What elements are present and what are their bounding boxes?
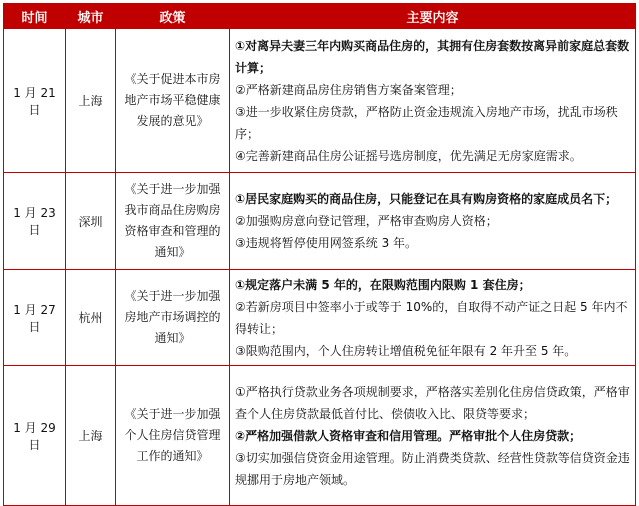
cell-date: 1 月 29 日 (4, 366, 66, 506)
content-item: ③违规将暂停使用网签系统 3 年。 (235, 236, 418, 250)
content-item: ③进一步收紧住房贷款，严格防止资金违规流入房地产市场，扰乱市场秩序； (235, 104, 618, 141)
content-item: ②严格新建商品房住房销售方案备案管理； (235, 82, 462, 97)
cell-date: 1 月 21 日 (4, 29, 66, 173)
header-content: 主要内容 (230, 4, 636, 29)
cell-content (230, 366, 636, 506)
content-item: ③切实加强信贷资金用途管理。防止消费类贷款、经营性贷款等信贷资金违规挪用于房地产领域。 (235, 450, 630, 487)
cell-city: 上海 (66, 29, 116, 173)
content-item: ①居民家庭购买的商品住房，只能登记在具有购房资格的家庭成员名下； (235, 192, 618, 206)
cell-city: 杭州 (66, 270, 116, 366)
content-item: ①严格执行贷款业务各项规制要求，严格落实差别化住房信贷政策，严格审查个人住房贷款最低首付比、偿债收入比、限贷等要求； (235, 384, 630, 421)
content-item: ②严格加强借款人资格审查和信用管理。严格审批个人住房贷款； (235, 428, 582, 443)
table-row (4, 29, 636, 173)
cell-city: 深圳 (66, 173, 116, 270)
table-row (4, 270, 636, 366)
cell-content (230, 29, 636, 173)
cell-date: 1 月 27 日 (4, 270, 66, 366)
content-item: ③限购范围内，个人住房转让增值税免征年限有 2 年升至 5 年。 (235, 343, 577, 358)
cell-content (230, 270, 636, 366)
cell-date: 1 月 23 日 (4, 173, 66, 270)
content-item: ②若新房项目中签率小于或等于 10%的，自取得不动产证之日起 5 年内不得转让； (235, 299, 628, 336)
content-item: ④完善新建商品住房公证摇号选房制度，优先满足无房家庭需求。 (235, 148, 582, 163)
content-item: ②加强购房意向登记管理，严格审查购房人资格； (235, 214, 498, 228)
cell-policy: 《关于促进本市房地产市场平稳健康发展的意见》 (116, 29, 230, 173)
policy-table (3, 3, 636, 506)
header-city: 城市 (66, 4, 116, 29)
cell-policy: 《关于进一步加强个人住房信贷管理工作的通知》 (116, 366, 230, 506)
cell-policy: 《关于进一步加强我市商品住房购房资格审查和管理的通知》 (116, 173, 230, 270)
table-row (4, 366, 636, 506)
content-item: ①对离异夫妻三年内购买商品住房的，其拥有住房套数按离异前家庭总套数计算； (235, 38, 630, 75)
header-row (4, 4, 636, 29)
content-item: ①规定落户未满 5 年的，在限购范围内限购 1 套住房； (235, 277, 531, 292)
table-row (4, 173, 636, 270)
cell-content (230, 173, 636, 270)
header-policy: 政策 (116, 4, 230, 29)
cell-city: 上海 (66, 366, 116, 506)
cell-policy: 《关于进一步加强房地产市场调控的通知》 (116, 270, 230, 366)
header-time: 时间 (4, 4, 66, 29)
